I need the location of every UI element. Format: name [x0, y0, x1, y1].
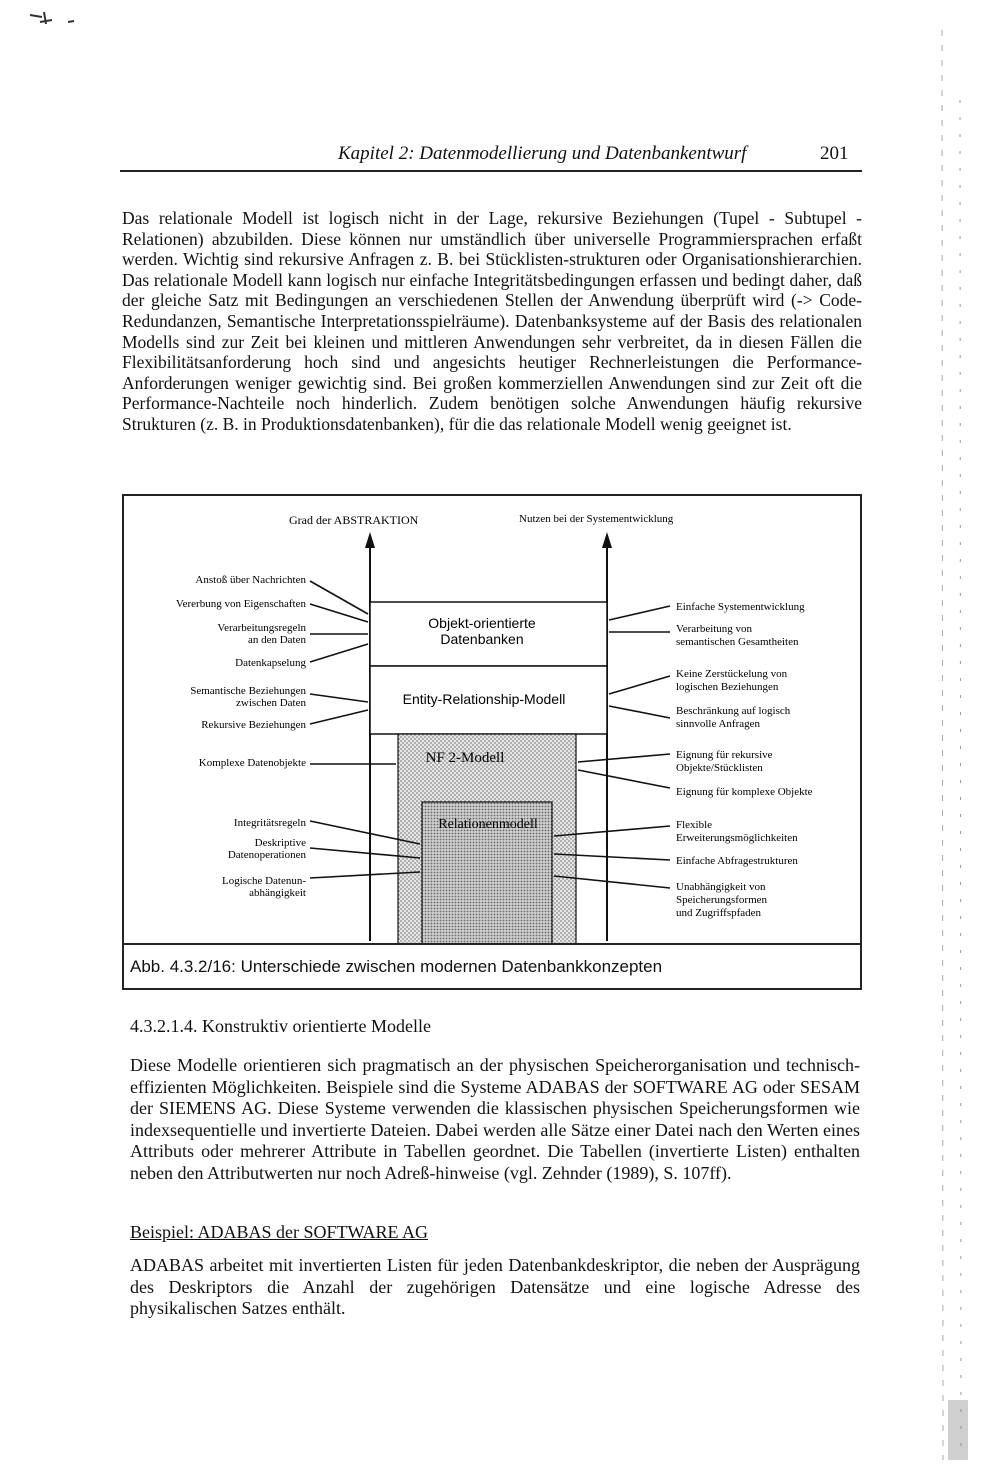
figure-caption: Abb. 4.3.2/16: Unterschiede zwischen modernen Datenbankkonzepten [130, 957, 663, 976]
label-unabhaengigkeit-3: und Zugriffspfaden [676, 907, 762, 919]
running-header-title: Kapitel 2: Datenmodellierung und Datenbankentwurf [338, 143, 747, 164]
label-deskriptive-2: Datenoperationen [227, 849, 306, 861]
label-logische-2: abhängigkeit [249, 887, 306, 899]
axis-label-abstraction: Grad der ABSTRAKTION [289, 513, 419, 527]
label-eignung-komplex: Eignung für komplexe Objekte [676, 786, 813, 798]
label-semantische-2: zwischen Daten [236, 697, 306, 709]
box-oo-label-2: Datenbanken [440, 631, 524, 647]
label-vererbung: Vererbung von Eigenschaften [175, 598, 306, 610]
figure-caption-bar [124, 943, 860, 990]
label-semantische-1: Semantische Beziehungen [190, 685, 306, 697]
left-feature-labels [176, 574, 307, 899]
paragraph-adabas: ADABAS arbeitet mit invertierten Listen für jeden Datenbankdeskriptor, die neben der Ausprägung des Deskriptors die Anzahl der zugehörigen Datensätze und eine logische Adresse des physikalischen Satzes enthält. [130, 1255, 860, 1318]
box-nf2-label: NF 2-Modell [425, 750, 505, 766]
label-einfache-system: Einfache Systementwicklung [676, 601, 805, 613]
figure-diagram [124, 496, 864, 944]
label-eignung-rekursiv-2: Objekte/Stücklisten [676, 762, 763, 774]
label-flexible-1: Flexible [676, 819, 713, 831]
label-deskriptive-1: Deskriptive [254, 837, 306, 849]
right-benefit-labels [676, 601, 813, 919]
label-beschraenkung-2: sinnvolle Anfragen [676, 718, 761, 730]
label-unabhaengigkeit-1: Unabhängigkeit von [676, 881, 766, 893]
paragraph-constructive-models: Diese Modelle orientieren sich pragmatisch an der physischen Speicherorganisation und technisch-effizienten Möglichkeiten. Beispiele sind die Systeme ADABAS der SOFTWARE AG oder SESAM der SIEMENS AG. Diese Systeme verwenden die klassischen physischen Speicherungsformen wie indexsequentielle und invertierte Dateien. Dabei werden alle Sätze einer Datei nach den Werten eines Attributs oder mehrerer Attribute in Tabellen geordnet. Die Tabellen (invertierte Listen) enthalten neben den Attributwerten nur noch Adreß-hinweise (vgl. Zehnder (1989), S. 107ff). [130, 1055, 860, 1183]
box-oo-label-1: Objekt-orientierte [428, 615, 536, 631]
label-datenkapselung: Datenkapselung [235, 657, 306, 669]
label-verarbeitung-2: semantischen Gesamtheiten [676, 636, 799, 648]
label-logische-1: Logische Datenun- [222, 875, 306, 887]
label-beschraenkung-1: Beschränkung auf logisch [676, 705, 791, 717]
label-verarbeitung-1: Verarbeitung von [676, 623, 753, 635]
label-nachrichten: Anstoß über Nachrichten [195, 574, 306, 586]
section-heading: 4.3.2.1.4. Konstruktiv orientierte Modelle [130, 1016, 431, 1036]
label-integritaet: Integritätsregeln [233, 817, 306, 829]
example-heading: Beispiel: ADABAS der SOFTWARE AG [130, 1222, 429, 1242]
box-rel-label: Relationenmodell [438, 817, 538, 832]
axis-label-benefit: Nutzen bei der Systementwicklung [519, 513, 674, 525]
label-zerstueckelung-2: logischen Beziehungen [676, 681, 779, 693]
label-abfragestrukturen: Einfache Abfragestrukturen [676, 855, 798, 867]
label-flexible-2: Erweiterungsmöglichkeiten [676, 832, 798, 844]
label-unabhaengigkeit-2: Speicherungsformen [676, 894, 768, 906]
box-er-label: Entity-Relationship-Modell [402, 691, 566, 707]
header-rule [120, 170, 862, 172]
label-komplexe: Komplexe Datenobjekte [198, 757, 306, 769]
arrowhead-left [365, 532, 375, 548]
label-verarbeitungsregeln-2: an den Daten [247, 634, 306, 646]
label-eignung-rekursiv-1: Eignung für rekursive [676, 749, 773, 761]
label-zerstueckelung-1: Keine Zerstückelung von [676, 668, 788, 680]
label-rekursive: Rekursive Beziehungen [201, 719, 306, 731]
page-number: 201 [820, 143, 849, 164]
figure-database-concepts [122, 494, 862, 990]
label-verarbeitungsregeln-1: Verarbeitungsregeln [217, 622, 306, 634]
paragraph-relational-model: Das relationale Modell ist logisch nicht in der Lage, rekursive Beziehungen (Tupel - Subtupel - Relationen) abzubilden. Diese können nur umständlich über universelle Programmiersprachen erfaßt werden. Wichtig sind rekursive Anfragen z. B. bei Stücklisten-strukturen oder Organisationshierarchien. Das relationale Modell kann logisch nur einfache Integritätsbedingungen erfassen und bedingt daher, daß der gleiche Satz mit Bedingungen an verschiedenen Stellen der Anwendung überprüft wird (-> Code-Redundanzen, Semantische Interpretationsspielräume). Datenbanksysteme auf der Basis des relationalen Modells sind zur Zeit bei kleinen und mittleren Anwendungen sehr verbreitet, da in diesen Fällen die Flexibilitätsanforderung hoch sind und angesichts heutiger Rechnerleistungen die Performance-Anforderungen weniger gewichtig sind. Bei großen kommerziellen Anwendungen sind zur Zeit oft die Performance-Nachteile noch hinderlich. Zudem benötigen solche Anwendungen häufig rekursive Strukturen (z. B. in Produktionsdatenbanken), für die das relationale Modell wenig geeignet ist. [122, 208, 862, 434]
arrowhead-right [602, 532, 612, 548]
